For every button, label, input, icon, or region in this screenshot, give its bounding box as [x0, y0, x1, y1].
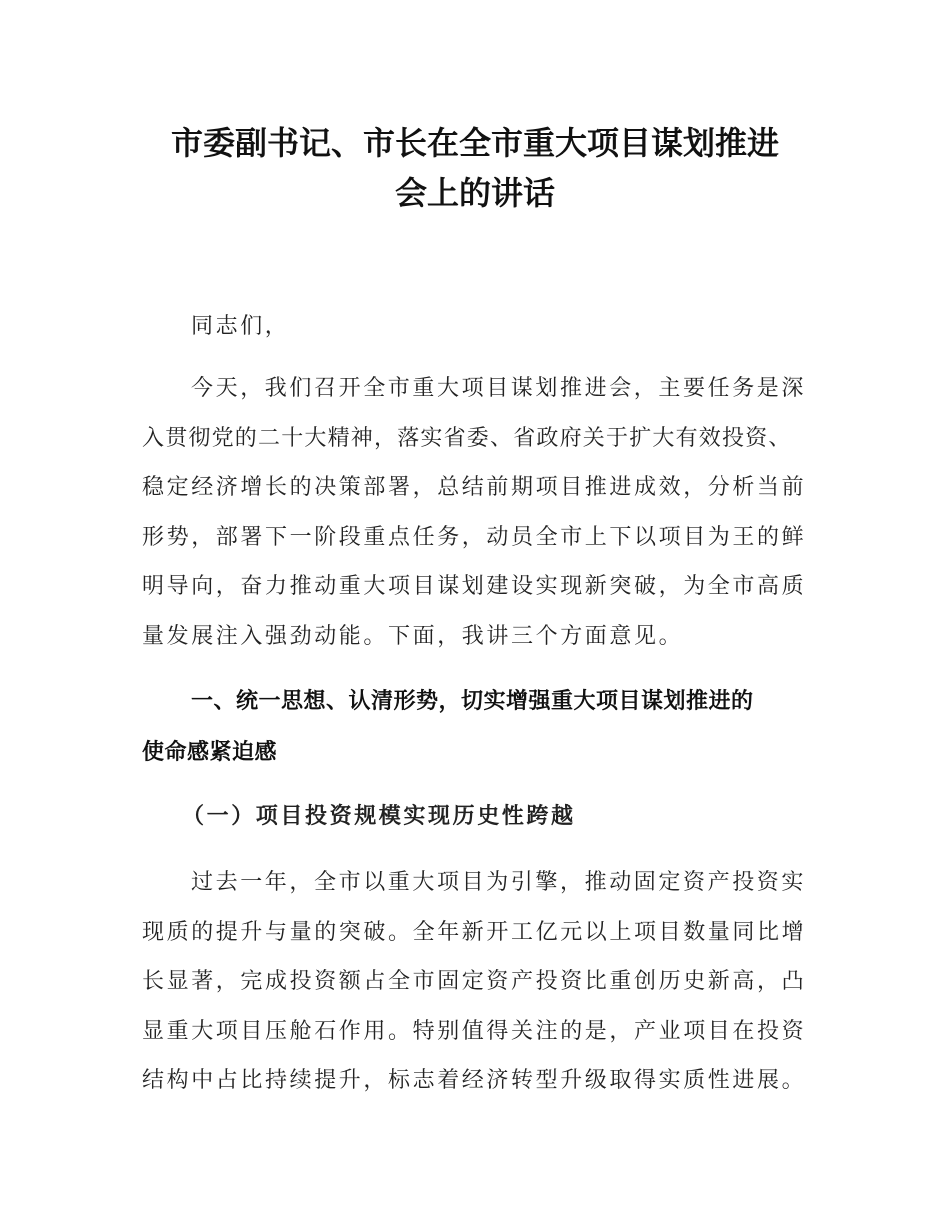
salutation [142, 302, 812, 352]
salutation-text: 同志们， [191, 314, 290, 339]
subsection-1-line-4: 显重大项目压舱石作用。特别值得关注的是，产业项目在投资 [142, 1018, 807, 1044]
subsection-1-line-3: 长显著，完成投资额占全市固定资产投资比重创历史新高，凸 [142, 969, 807, 995]
title-line-2: 会上的讲话 [394, 174, 555, 212]
intro-line-2: 入贯彻党的二十大精神，落实省委、省政府关于扩大有效投资、 [142, 425, 792, 451]
intro-line-3: 稳定经济增长的决策部署，总结前期项目推进成效，分析当前 [142, 475, 807, 501]
subsection-1-line-2: 现质的提升与量的突破。全年新开工亿元以上项目数量同比增 [142, 919, 807, 945]
document-title [110, 118, 840, 218]
intro-line-1: 今天，我们召开全市重大项目谋划推进会，主要任务是深 [191, 376, 807, 401]
subsection-1-line-1: 过去一年，全市以重大项目为引擎，推动固定资产投资实 [191, 870, 807, 895]
section-1-heading-line-1: 一、统一思想、认清形势，切实增强重大项目谋划推进的 [191, 689, 754, 714]
title-line-1: 市委副书记、市长在全市重大项目谋划推进 [170, 124, 779, 162]
intro-line-5: 明导向，奋力推动重大项目谋划建设实现新突破，为全市高质 [142, 574, 807, 600]
subsection-1-title: （一）项目投资规模实现历史性跨越 [182, 803, 576, 829]
intro-line-6: 量发展注入强劲动能。下面，我讲三个方面意见。 [142, 623, 684, 649]
section-1-heading-line-2: 使命感紧迫感 [142, 740, 278, 765]
intro-paragraph [142, 364, 812, 662]
section-1-heading [142, 676, 832, 778]
subsection-1-paragraph [142, 858, 812, 1106]
subsection-1-line-5: 结构中占比持续提升，标志着经济转型升级取得实质性进展。 [142, 1068, 807, 1094]
intro-line-4: 形势，部署下一阶段重点任务，动员全市上下以项目为王的鲜 [142, 524, 807, 550]
